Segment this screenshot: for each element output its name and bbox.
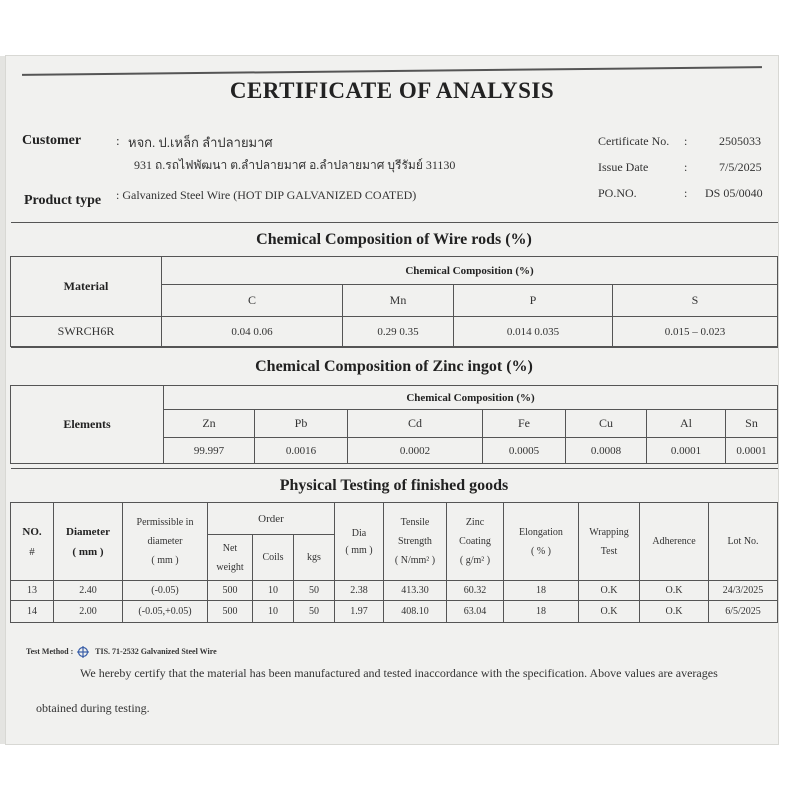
- row-permissible: (-0.05,+0.05): [123, 601, 208, 623]
- material-header: Material: [11, 257, 162, 317]
- customer-address: 931 ถ.รถไฟพัฒนา ต.ลำปลายมาศ อ.ลำปลายมาศ บุรีรัมย์ 31130: [134, 158, 456, 172]
- customer-separator: :: [116, 133, 120, 148]
- row-net-weight: 500: [208, 601, 253, 623]
- issue-date-separator: :: [684, 160, 688, 174]
- row-adherence: O.K: [640, 581, 709, 601]
- customer-name: หจก. ป.เหล็ก ลำปลายมาศ: [128, 135, 273, 150]
- table-row: [11, 581, 778, 601]
- permissible-header-line3: ( mm ): [151, 555, 179, 566]
- row-no: 14: [11, 601, 54, 623]
- composition-value: 0.29 0.35: [343, 317, 454, 347]
- certification-statement-line2: obtained during testing.: [36, 701, 150, 715]
- kgs-header: kgs: [294, 535, 335, 581]
- zinc-element-header: Zn: [164, 410, 255, 438]
- wire-rods-title: Chemical Composition of Wire rods (%): [11, 223, 778, 257]
- document-title: CERTIFICATE OF ANALYSIS: [229, 78, 555, 103]
- zinc-element-header: Cu: [566, 410, 647, 438]
- zinc-value: 0.0016: [255, 438, 348, 464]
- tis-mark-icon: [77, 646, 89, 658]
- row-coils: 10: [253, 601, 294, 623]
- element-header: C: [162, 285, 343, 317]
- zinc-element-header: Cd: [348, 410, 483, 438]
- physical-testing-title: Physical Testing of finished goods: [11, 469, 778, 503]
- row-dia: 1.97: [335, 601, 384, 623]
- zinc-element-header: Pb: [255, 410, 348, 438]
- certificate-no-label: Certificate No.: [598, 134, 670, 148]
- elongation-header: [504, 503, 579, 581]
- tensile-header-line1: Tensile: [400, 517, 430, 528]
- row-adherence: O.K: [640, 601, 709, 623]
- adherence-header: Adherence: [640, 503, 709, 581]
- row-diameter: 2.00: [54, 601, 123, 623]
- row-no: 13: [11, 581, 54, 601]
- diameter-header-label: Diameter: [66, 525, 110, 538]
- row-zinc-coating: 63.04: [447, 601, 504, 623]
- composition-value: 0.015 – 0.023: [613, 317, 778, 347]
- tensile-header: [384, 503, 447, 581]
- table-row: [11, 601, 778, 623]
- dia-header-label: Dia: [351, 527, 367, 539]
- zinc-element-header: Fe: [483, 410, 566, 438]
- elongation-header-line1: Elongation: [519, 526, 563, 538]
- row-coils: 10: [253, 581, 294, 601]
- row-diameter: 2.40: [54, 581, 123, 601]
- row-tensile: 413.30: [384, 581, 447, 601]
- row-elongation: 18: [504, 581, 579, 601]
- zinc-element-header: Sn: [726, 410, 778, 438]
- zinc-value: 0.0002: [348, 438, 483, 464]
- certification-statement-line1: We hereby certify that the material has been manufactured and tested inaccordance with the specification. Above values are averages: [80, 666, 718, 680]
- dia-header: [335, 503, 384, 581]
- wire-rods-table: [10, 222, 778, 347]
- customer-label: Customer: [22, 133, 82, 148]
- zinc-value: 0.0001: [647, 438, 726, 464]
- row-wrapping: O.K: [579, 581, 640, 601]
- net-weight-header-line2: weight: [216, 561, 244, 573]
- row-permissible: (-0.05): [123, 581, 208, 601]
- no-header-sub: #: [29, 545, 35, 558]
- wrapping-header-line2: Test: [600, 545, 618, 557]
- net-weight-header-line1: Net: [222, 542, 238, 554]
- row-kgs: 50: [294, 601, 335, 623]
- issue-date-label: Issue Date: [598, 160, 649, 174]
- po-no-separator: :: [684, 186, 688, 200]
- coils-header: Coils: [253, 535, 294, 581]
- zinc-coating-header-line2: Coating: [459, 536, 491, 547]
- row-net-weight: 500: [208, 581, 253, 601]
- dia-header-unit: ( mm ): [345, 544, 373, 556]
- permissible-header-line1: Permissible in: [136, 517, 194, 528]
- zinc-value: 99.997: [164, 438, 255, 464]
- certificate-no-value: 2505033: [719, 134, 761, 148]
- element-header: S: [613, 285, 778, 317]
- order-header: Order: [208, 503, 335, 535]
- row-lot-no: 6/5/2025: [709, 601, 778, 623]
- diameter-header-unit: ( mm ): [72, 545, 104, 558]
- product-type-label: Product type: [24, 193, 102, 208]
- permissible-header-line2: diameter: [147, 536, 183, 547]
- zinc-ingot-title: Chemical Composition of Zinc ingot (%): [11, 348, 778, 386]
- zinc-coating-header-line1: Zinc: [465, 517, 485, 528]
- permissible-header: [123, 503, 208, 581]
- no-header-label: NO.: [22, 525, 42, 538]
- row-tensile: 408.10: [384, 601, 447, 623]
- zinc-composition-header: Chemical Composition (%): [164, 386, 778, 410]
- physical-testing-table: [10, 468, 778, 623]
- row-wrapping: O.K: [579, 601, 640, 623]
- wire-rods-composition-header: Chemical Composition (%): [162, 257, 778, 285]
- material-cell: SWRCH6R: [11, 317, 162, 347]
- element-header: Mn: [343, 285, 454, 317]
- test-method-value: TIS. 71-2532 Galvanized Steel Wire: [95, 646, 217, 656]
- zinc-value: 0.0005: [483, 438, 566, 464]
- po-no-value: DS 05/0040: [705, 186, 763, 200]
- row-kgs: 50: [294, 581, 335, 601]
- composition-value: 0.014 0.035: [454, 317, 613, 347]
- elongation-header-line2: ( % ): [531, 545, 551, 557]
- lot-no-header: Lot No.: [709, 503, 778, 581]
- row-dia: 2.38: [335, 581, 384, 601]
- row-lot-no: 24/3/2025: [709, 581, 778, 601]
- element-header: P: [454, 285, 613, 317]
- issue-date-value: 7/5/2025: [719, 160, 762, 174]
- zinc-value: 0.0008: [566, 438, 647, 464]
- wrapping-header: [579, 503, 640, 581]
- zinc-ingot-table: [10, 347, 778, 464]
- certificate-no-separator: :: [684, 134, 688, 148]
- zinc-coating-header-line3: ( g/m² ): [459, 555, 491, 566]
- composition-value: 0.04 0.06: [162, 317, 343, 347]
- zinc-element-header: Al: [647, 410, 726, 438]
- wrapping-header-line1: Wrapping: [589, 526, 629, 538]
- po-no-label: PO.NO.: [598, 186, 637, 200]
- tensile-header-line2: Strength: [398, 536, 432, 547]
- zinc-coating-header: [447, 503, 504, 581]
- tensile-header-line3: ( N/mm² ): [394, 555, 436, 566]
- test-method-label: Test Method :: [26, 646, 74, 656]
- row-elongation: 18: [504, 601, 579, 623]
- test-method: [26, 646, 217, 658]
- no-header: [11, 503, 54, 581]
- product-type-value: : Galvanized Steel Wire (HOT DIP GALVANIZED COATED): [116, 188, 417, 202]
- diameter-header: [54, 503, 123, 581]
- elements-header: Elements: [11, 386, 164, 464]
- net-weight-header: [208, 535, 253, 581]
- zinc-value: 0.0001: [726, 438, 778, 464]
- row-zinc-coating: 60.32: [447, 581, 504, 601]
